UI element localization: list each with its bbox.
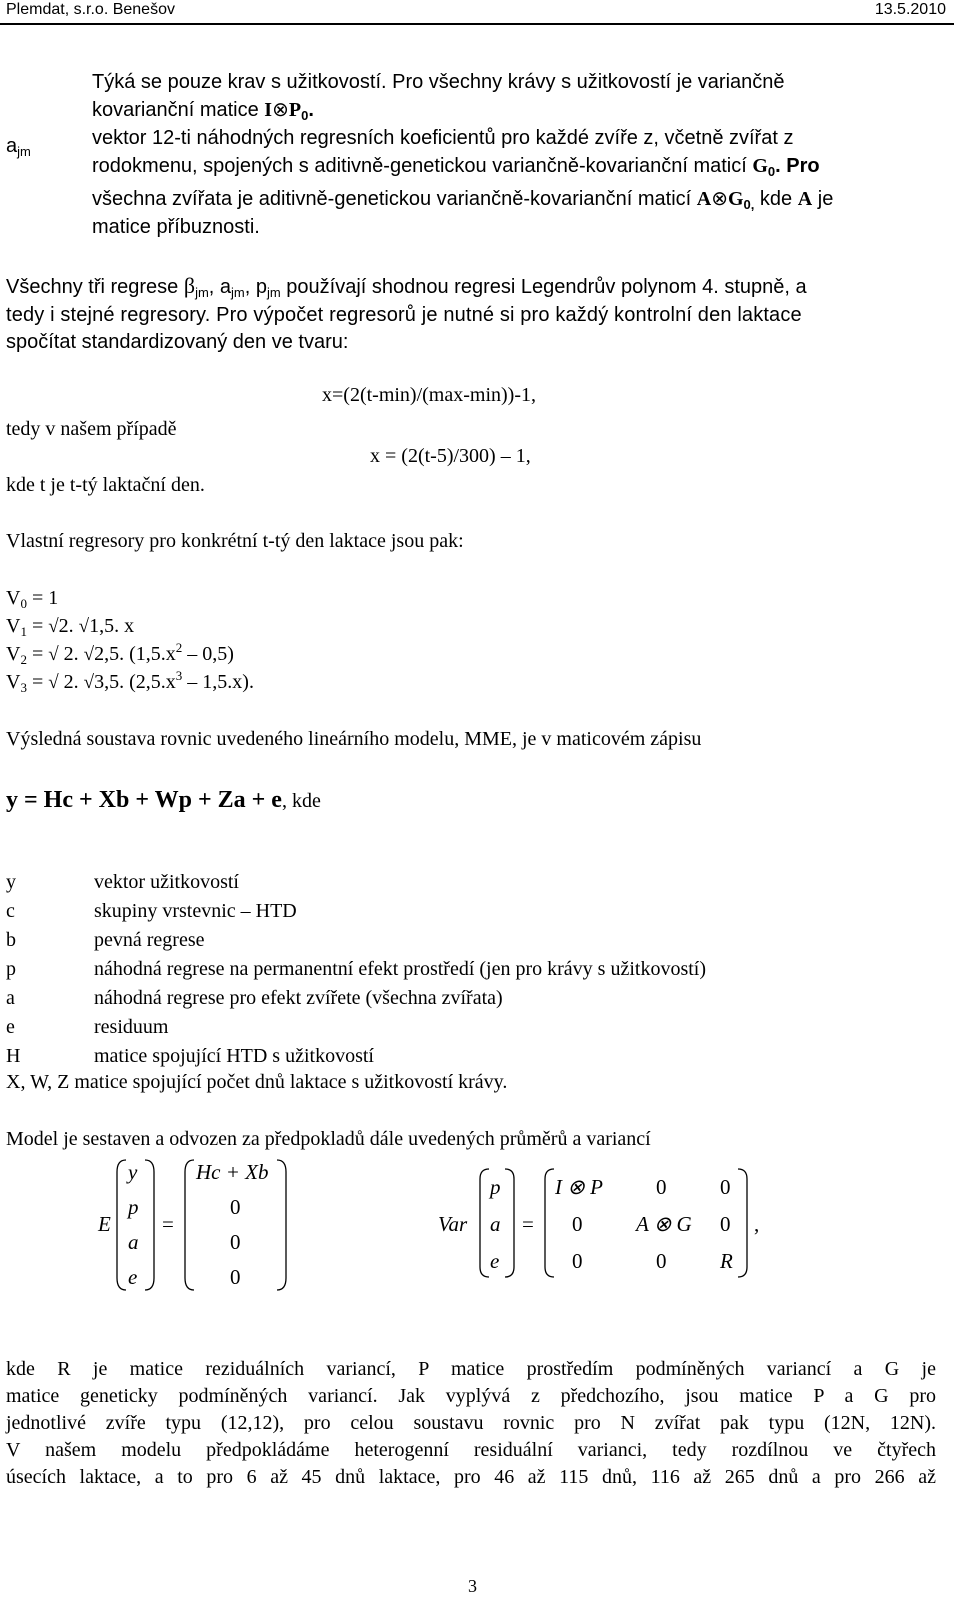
header-left: Plemdat, s.r.o. Benešov xyxy=(6,1,175,18)
legend-row xyxy=(6,868,906,897)
a-jm-label: $a_{jm}$ xyxy=(6,135,31,159)
formula-kde-label: kde t je t-tý laktační den. xyxy=(6,474,205,496)
var-vec-p: p xyxy=(490,1175,501,1199)
var-cell-21: 0 xyxy=(572,1212,583,1236)
legend-description: náhodná regrese na permanentní efekt prostředí (jen pro krávy s užitkovostí) xyxy=(94,958,707,980)
legend-symbol: e xyxy=(6,1016,15,1038)
model-equation: y = Hc + Xb + Wp + Za + e, kde xyxy=(6,787,321,813)
formula-general: x=(2(t-min)/(max-min))-1, xyxy=(322,384,536,406)
regrese-line3: spočítat standardizovaný den ve tvaru: xyxy=(6,331,349,353)
left-bracket-icon xyxy=(114,1158,128,1292)
left-bracket-icon xyxy=(477,1167,491,1279)
legend-row xyxy=(6,1013,906,1042)
right-bracket-icon xyxy=(736,1167,750,1279)
regresor-v3: $V_3$ = √ 2. √3,5. $(2,5.x^3 - 1,5.x)$. xyxy=(6,668,254,695)
sqrt-icon: √ xyxy=(78,616,90,637)
closing-line: kde R je matice reziduálních variancí, P matice prostředím podmíněných variancí a G je xyxy=(6,1358,936,1380)
right-bracket-icon xyxy=(275,1158,289,1292)
sqrt-icon: √ xyxy=(83,672,95,693)
sqrt-icon: √ xyxy=(48,616,59,637)
closing-line: jednotlivé zvíře typu (12,12), pro celou soustavu rovnic pro N zvířat pak typu (12N, 12N). xyxy=(6,1412,936,1434)
sqrt-icon: √ xyxy=(48,644,59,665)
var-cell-33: R xyxy=(720,1249,733,1273)
var-cell-12: 0 xyxy=(656,1175,667,1199)
regrese-line1: Všechny tři regrese $\beta_{jm}$, $a_{jm}$, $p_{jm}$ používají shodnou regresi Legendrův polynom 4. stupně, a xyxy=(6,273,807,300)
a-definition-line3: všechna zvířata je aditivně-genetickou variančně-kovarianční maticí $A\otimes G_{0,}$ kde A je xyxy=(92,188,834,212)
variance-equation: Var p a e = I ⊗ P 0 0 0 A ⊗ G 0 0 0 R , xyxy=(430,1165,790,1285)
header-date: 13.5.2010 xyxy=(874,1,946,18)
left-bracket-icon xyxy=(182,1158,196,1292)
legend-symbol: p xyxy=(6,958,16,980)
legend-row xyxy=(6,1042,906,1071)
symbol-legend xyxy=(6,868,906,1071)
mean-a: 0 xyxy=(230,1230,241,1254)
closing-line: V našem modelu předpokládáme heterogenní residuální varianci, tedy rozdílnou ve čtyřech xyxy=(6,1439,936,1461)
var-cell-13: 0 xyxy=(720,1175,731,1199)
formula-specific: x = (2(t-5)/300) – 1, xyxy=(370,445,531,467)
legend-row xyxy=(6,984,906,1013)
legend-row xyxy=(6,897,906,926)
legend-description: pevná regrese xyxy=(94,929,205,951)
var-vec-e: e xyxy=(490,1249,500,1273)
mean-y: Hc + Xb xyxy=(196,1160,269,1184)
closing-line: úsecích laktace, a to pro 6 až 45 dnů laktace, pro 46 až 115 dnů, 116 až 265 dnů a pro 266 až xyxy=(6,1466,936,1488)
legend-xwz: X, W, Z matice spojující počet dnů laktace s užitkovostí krávy. xyxy=(6,1071,508,1093)
right-bracket-icon xyxy=(143,1158,157,1292)
a-definition-line4: matice příbuznosti. xyxy=(92,216,260,238)
legend-row xyxy=(6,926,906,955)
var-cell-22: A ⊗ G xyxy=(636,1212,692,1236)
legend-symbol: H xyxy=(6,1045,21,1067)
var-cell-11: I ⊗ P xyxy=(555,1175,603,1199)
page-number: 3 xyxy=(468,1576,477,1596)
vec-y: y xyxy=(128,1160,138,1184)
header-rule xyxy=(0,23,954,25)
page-header xyxy=(0,0,960,26)
a-definition-line2: rodokmenu, spojených s aditivně-genetickou variančně-kovarianční maticí $G_0$. Pro xyxy=(92,155,820,179)
mean-e: 0 xyxy=(230,1265,241,1289)
expectation-operator: E xyxy=(98,1212,111,1236)
p-definition-line2: kovarianční matice $I\otimes P_0$. xyxy=(92,99,314,123)
mean-p: 0 xyxy=(230,1195,241,1219)
legend-description: vektor užitkovostí xyxy=(94,871,239,893)
right-bracket-icon xyxy=(503,1167,517,1279)
regresory-intro: Vlastní regresory pro konkrétní t-tý den laktace jsou pak: xyxy=(6,530,464,552)
sqrt-icon: √ xyxy=(48,672,59,693)
legend-row xyxy=(6,955,906,984)
regresor-v1: $V_1 = √2$. √1,5. x xyxy=(6,615,135,639)
p-definition-line1: Týká se pouze krav s užitkovostí. Pro všechny krávy s užitkovostí je variančně xyxy=(92,71,785,93)
sqrt-icon: √ xyxy=(83,644,95,665)
var-cell-23: 0 xyxy=(720,1212,731,1236)
legend-description: residuum xyxy=(94,1016,169,1038)
regresor-v0: $V_0 = 1$ xyxy=(6,587,59,611)
legend-description: matice spojující HTD s užitkovostí xyxy=(94,1045,374,1067)
var-cell-31: 0 xyxy=(572,1249,583,1273)
legend-symbol: c xyxy=(6,900,15,922)
vec-p: p xyxy=(128,1195,139,1219)
variance-operator: Var xyxy=(438,1212,468,1236)
legend-symbol: a xyxy=(6,987,15,1009)
legend-symbol: y xyxy=(6,871,16,893)
expectation-equation: E y p a e = Hc + Xb 0 0 0 xyxy=(0,1150,330,1300)
left-bracket-icon xyxy=(542,1167,556,1279)
closing-line: matice geneticky podmíněných variancí. Jak vyplývá z předchozího, jsou matice P a G pro xyxy=(6,1385,936,1407)
vec-e: e xyxy=(128,1265,138,1289)
regresor-v2: $V_2$ = √ 2. √2,5. $(1,5.x^2 - 0,5)$ xyxy=(6,640,234,667)
var-vec-a: a xyxy=(490,1212,501,1236)
model-intro: Výsledná soustava rovnic uvedeného lineárního modelu, MME, je v maticovém zápisu xyxy=(6,728,702,750)
assumptions-intro: Model je sestaven a odvozen za předpokladů dále uvedených průměrů a variancí xyxy=(6,1128,651,1150)
legend-description: skupiny vrstevnic – HTD xyxy=(94,900,297,922)
var-cell-32: 0 xyxy=(656,1249,667,1273)
vec-a: a xyxy=(128,1230,139,1254)
legend-description: náhodná regrese pro efekt zvířete (všechna zvířata) xyxy=(94,987,503,1009)
legend-symbol: b xyxy=(6,929,16,951)
closing-paragraph xyxy=(6,1356,936,1491)
formula-tedy-label: tedy v našem případě xyxy=(6,418,177,440)
a-definition-line1: vektor 12-ti náhodných regresních koeficientů pro každé zvíře z, včetně zvířat z xyxy=(92,127,794,149)
regrese-line2: tedy i stejné regresory. Pro výpočet regresorů je nutné si pro každý kontrolní den laktace xyxy=(6,304,802,326)
